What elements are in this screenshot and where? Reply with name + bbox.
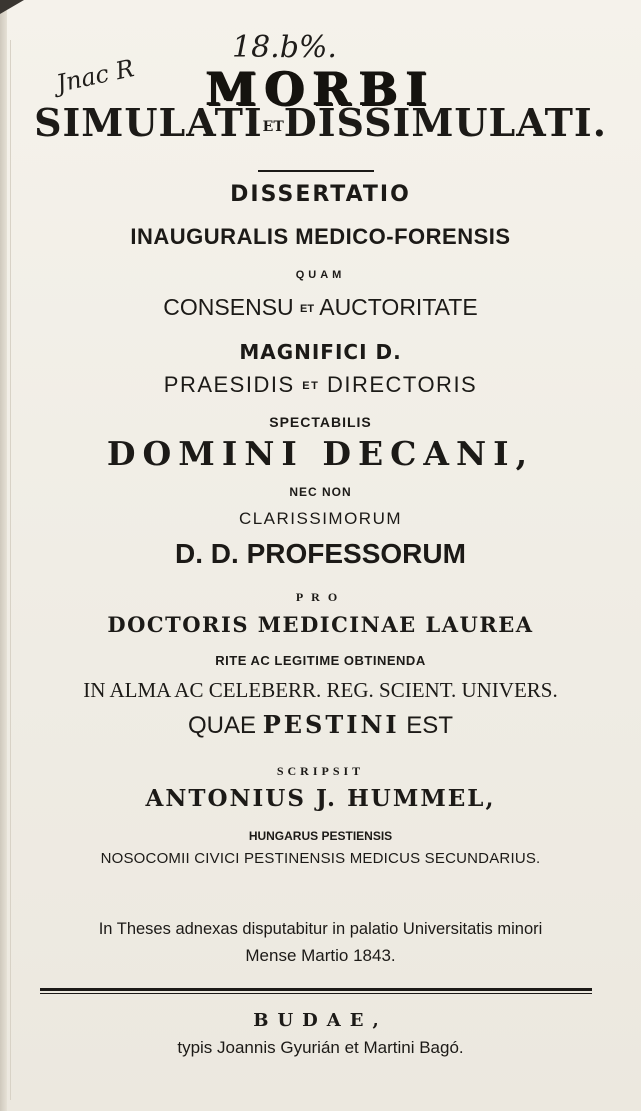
title-dissimulati: DISSIMULATI.	[283, 100, 607, 145]
line-clarissimorum: CLARISSIMORUM	[238, 509, 403, 528]
line-scripsit: SCRIPSIT	[276, 764, 365, 778]
line-praesidis	[0, 372, 641, 398]
line-author: ANTONIUS J. HUMMEL,	[145, 785, 496, 812]
line-theses-1: In Theses adnexas disputabitur in palatio Universitatis minori	[98, 920, 543, 938]
word-consensu: CONSENSU	[163, 294, 294, 320]
heading-dissertatio: DISSERTATIO	[230, 182, 411, 207]
line-domini-decani: DOMINI DECANI,	[106, 434, 535, 473]
bottom-rule-thick	[40, 988, 592, 991]
handwritten-note-top: 18.b%.	[232, 30, 337, 65]
title-simulati: SIMULATI	[34, 100, 263, 145]
line-spectabilis: SPECTABILIS	[269, 414, 372, 430]
line-typis: typis Joannis Gyurián et Martini Bagó.	[177, 1038, 464, 1057]
word-directoris: DIRECTORIS	[326, 372, 478, 397]
line-quae-pestini	[0, 710, 641, 740]
title-rule	[258, 170, 374, 172]
word-est: EST	[406, 712, 453, 739]
word-et-2: ET	[302, 380, 320, 392]
title-subtitle	[0, 100, 641, 145]
handwritten-note-left: Jnac R	[53, 54, 137, 98]
word-quae: QUAE	[188, 712, 257, 739]
line-professorum: D. D. PROFESSORUM	[175, 538, 466, 569]
word-auctoritate: AUCTORITATE	[319, 294, 478, 320]
line-rite: RITE AC LEGITIME OBTINENDA	[215, 653, 426, 668]
word-et-1: ET	[300, 303, 315, 315]
line-nec-non: NEC NON	[289, 485, 352, 499]
line-inauguralis: INAUGURALIS MEDICO-FORENSIS	[130, 224, 511, 249]
line-consensu	[0, 294, 641, 321]
title-et: ET	[262, 119, 284, 135]
word-praesidis: PRAESIDIS	[163, 372, 295, 397]
title-morbi-text: MORBI	[205, 62, 436, 116]
line-magnifici: MAGNIFICI D.	[239, 340, 402, 364]
line-hungarus: HUNGARUS PESTIENSIS	[248, 829, 393, 843]
corner-mark	[0, 0, 24, 14]
line-nosocomii: NOSOCOMII CIVICI PESTINENSIS MEDICUS SECUNDARIUS.	[100, 850, 541, 867]
line-doctoris: DOCTORIS MEDICINAE LAUREA	[107, 612, 534, 637]
line-quam: QUAM	[295, 269, 346, 281]
line-in-alma: IN ALMA AC CELEBERR. REG. SCIENT. UNIVERS.	[83, 678, 558, 702]
line-budae: BUDAE,	[253, 1010, 388, 1031]
line-pro: PRO	[295, 590, 346, 604]
bottom-rule-thin	[40, 993, 592, 994]
line-theses-2: Mense Martio 1843.	[245, 946, 396, 965]
word-pestini: PESTINI	[262, 710, 400, 739]
